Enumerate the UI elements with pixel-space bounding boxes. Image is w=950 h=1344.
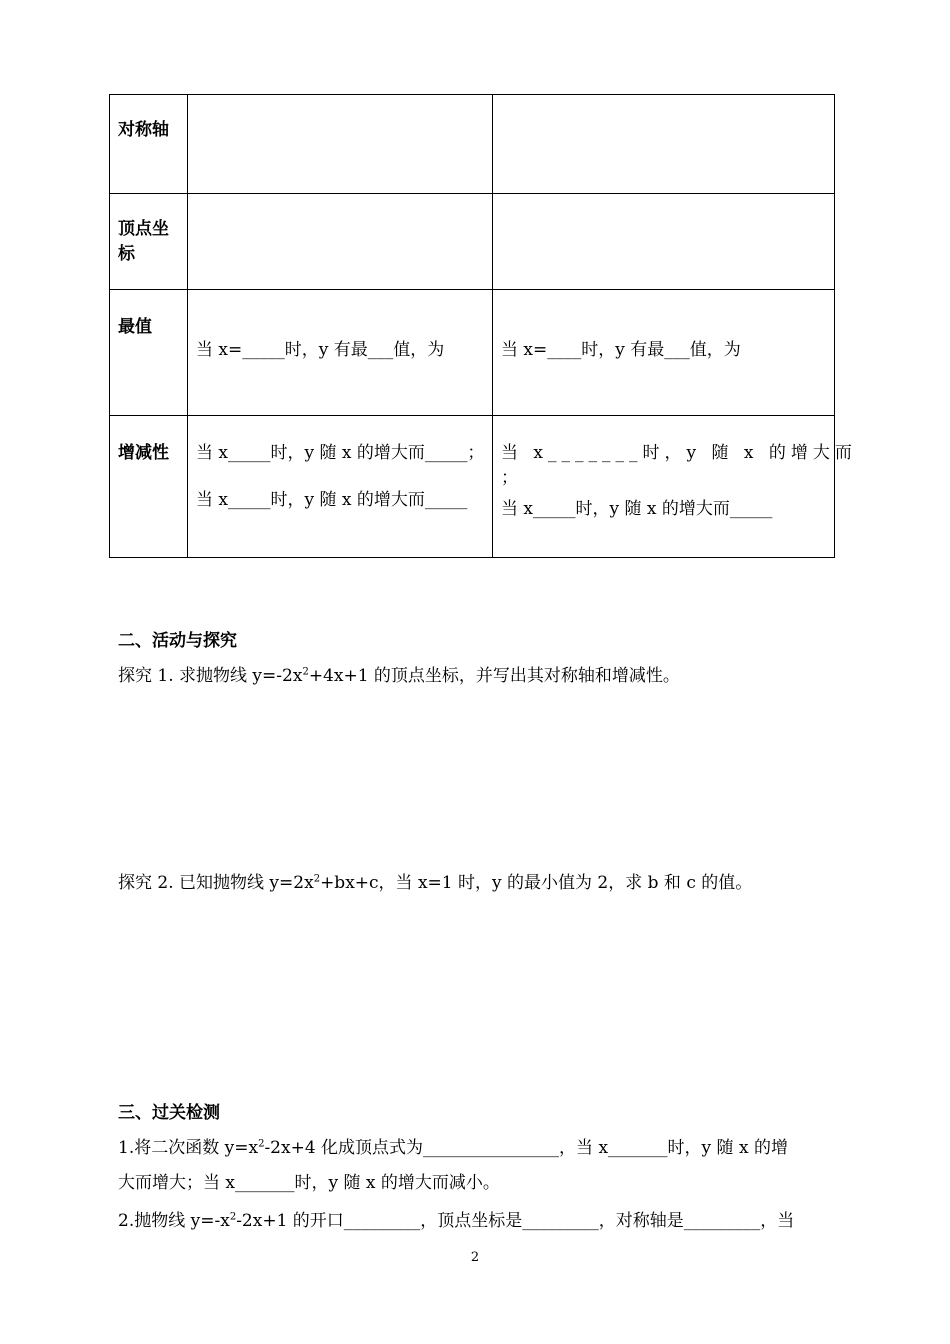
question-text: +4x+1 的顶点坐标，并写出其对称轴和增减性。	[308, 666, 680, 686]
table-row	[110, 290, 835, 416]
check-question-1	[118, 1133, 788, 1158]
question-text: -2x+4 化成顶点式为________________，当 x_______时，y 随 x 的增	[264, 1138, 788, 1158]
section-heading: 三、过关检测	[118, 1103, 220, 1123]
row-label: 对称轴	[110, 95, 188, 194]
section-heading: 二、活动与探究	[118, 631, 237, 651]
exponent: 2	[313, 873, 321, 885]
table-cell	[493, 416, 857, 558]
row-label: 顶点坐标	[110, 194, 188, 290]
check-question-1-cont: 大而增大；当 x_______时，y 随 x 的增大而减小。	[118, 1173, 500, 1193]
page-number: 2	[470, 1250, 480, 1265]
exponent: 2	[302, 666, 309, 678]
table-cell	[188, 290, 493, 416]
row-label: 增减性	[110, 416, 188, 558]
question-text: 2.抛物线 y=-x	[118, 1211, 230, 1231]
table-cell	[493, 290, 835, 416]
exploration-question-1	[118, 661, 680, 686]
question-text: 探究 1. 求抛物线 y=-2x	[118, 666, 303, 686]
table-row	[110, 95, 835, 194]
monotonicity-text: 当 x_______时，y 随 x 的增大而	[501, 443, 857, 463]
question-text: 1.将二次函数 y=x	[118, 1138, 259, 1158]
exponent: 2	[258, 1138, 265, 1150]
question-text: -2x+1 的开口_________，顶点坐标是_________，对称轴是_________，当	[236, 1211, 795, 1231]
question-text: 探究 2. 已知抛物线 y=2x	[118, 873, 314, 893]
table-cell	[188, 194, 493, 290]
table-row	[110, 416, 835, 558]
monotonicity-text: 当 x_____时，y 随 x 的增大而_____	[501, 499, 773, 519]
table-cell	[493, 95, 835, 194]
parabola-properties-table	[109, 94, 857, 558]
exponent: 2	[229, 1211, 237, 1223]
table-cell	[188, 95, 493, 194]
row-label: 最值	[110, 290, 188, 416]
table-cell	[188, 416, 493, 558]
monotonicity-text: ；	[501, 468, 518, 488]
exploration-question-2	[118, 868, 752, 893]
extreme-value-text: 当 x=_____时，y 有最___值，为	[196, 340, 445, 360]
monotonicity-text: 当 x_____时，y 随 x 的增大而_____	[196, 490, 468, 510]
monotonicity-text: 当 x_____时，y 随 x 的增大而_____；	[196, 443, 485, 463]
extreme-value-text: 当 x=____时，y 有最___值，为	[501, 340, 741, 360]
table-cell	[493, 194, 835, 290]
question-text: +bx+c，当 x=1 时，y 的最小值为 2，求 b 和 c 的值。	[320, 873, 753, 893]
check-question-2	[118, 1206, 794, 1231]
table-row	[110, 194, 835, 290]
